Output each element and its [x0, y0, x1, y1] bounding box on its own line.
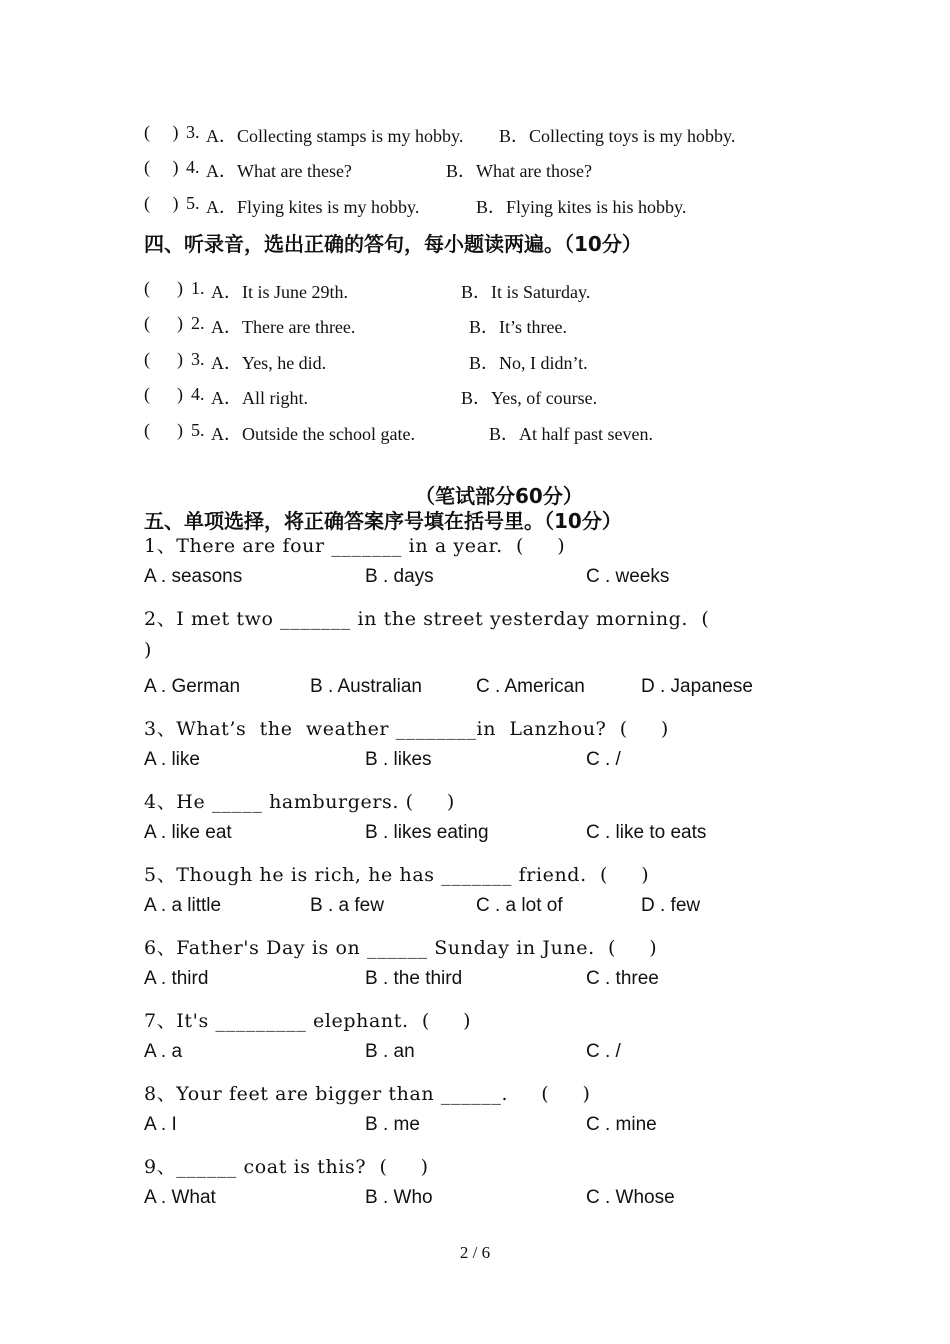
- option-d: D . few: [641, 895, 701, 916]
- option-a: A．All right.: [211, 388, 308, 408]
- option-a: A．Collecting stamps is my hobby.: [206, 126, 464, 146]
- listening-item-3: [0, 122, 950, 148]
- question-3-options: [0, 749, 950, 775]
- option-c: C . weeks: [586, 566, 670, 587]
- option-b: B．No, I didn’t.: [469, 353, 588, 373]
- item-number: 1.: [191, 278, 205, 298]
- option-a: A．It is June 29th.: [211, 282, 348, 302]
- option-b: B．Yes, of course.: [461, 388, 598, 408]
- option-b: B．At half past seven.: [489, 424, 653, 444]
- question-4-options: [0, 822, 950, 848]
- item-number: 5.: [191, 420, 205, 440]
- question-8: 8、Your feet are bigger than ______. ( ): [144, 1083, 591, 1105]
- option-c: C . like to eats: [586, 822, 707, 843]
- section-4-item-3: [0, 349, 950, 375]
- option-a: A . like: [144, 749, 200, 770]
- section-4-title: 四、听录音，选出正确的答句，每小题读两遍。（10分）: [144, 232, 642, 256]
- question-9-options: [0, 1187, 950, 1213]
- option-c: C . three: [586, 968, 659, 989]
- option-a: A．There are three.: [211, 317, 356, 337]
- section-4-item-2: [0, 313, 950, 339]
- option-b: B . me: [365, 1114, 420, 1135]
- section-4-item-1: [0, 278, 950, 304]
- option-c: C . /: [586, 1041, 621, 1062]
- item-number: 3.: [186, 122, 200, 142]
- question-2: 2、I met two _______ in the street yesterday morning. (: [144, 608, 710, 630]
- written-part-heading: （笔试部分60分）: [415, 484, 583, 508]
- item-number: 4.: [186, 157, 200, 177]
- option-a: A . third: [144, 968, 209, 989]
- option-a: A . a: [144, 1041, 183, 1062]
- answer-bracket: ( ): [144, 349, 183, 369]
- question-6: 6、Father's Day is on ______ Sunday in June. ( ): [144, 937, 658, 959]
- option-b: B . Who: [365, 1187, 433, 1208]
- option-a: A．Outside the school gate.: [211, 424, 415, 444]
- item-number: 2.: [191, 313, 205, 333]
- option-c: C . mine: [586, 1114, 657, 1135]
- item-number: 5.: [186, 193, 200, 213]
- option-b: B．Flying kites is his hobby.: [476, 197, 687, 217]
- option-b: B．It is Saturday.: [461, 282, 591, 302]
- question-5-options: [0, 895, 950, 921]
- question-7: 7、It's _________ elephant. ( ): [144, 1010, 472, 1032]
- page-number: 2 / 6: [459, 1243, 491, 1262]
- option-b: B . Australian: [310, 676, 422, 697]
- question-1-options: [0, 566, 950, 592]
- question-8-options: [0, 1114, 950, 1140]
- option-c: C . a lot of: [476, 895, 563, 916]
- question-2-options: [0, 676, 950, 702]
- question-1: 1、There are four _______ in a year. ( ): [144, 535, 566, 557]
- question-9: 9、______ coat is this? ( ): [144, 1156, 429, 1178]
- section-4-item-4: [0, 384, 950, 410]
- answer-bracket: ( ): [144, 157, 179, 177]
- item-number: 3.: [191, 349, 205, 369]
- answer-bracket: ( ): [144, 193, 179, 213]
- section-4-item-5: [0, 420, 950, 446]
- option-b: B . likes: [365, 749, 432, 770]
- answer-bracket: ( ): [144, 420, 183, 440]
- option-a: A．Yes, he did.: [211, 353, 327, 373]
- option-a: A . seasons: [144, 566, 243, 587]
- option-a: A . German: [144, 676, 241, 697]
- answer-bracket: ( ): [144, 122, 179, 142]
- option-b: B . a few: [310, 895, 384, 916]
- option-b: B．What are those?: [446, 161, 592, 181]
- option-b: B . likes eating: [365, 822, 489, 843]
- option-a: A．Flying kites is my hobby.: [206, 197, 420, 217]
- option-a: A . What: [144, 1187, 216, 1208]
- option-c: C . Whose: [586, 1187, 675, 1208]
- question-5: 5、Though he is rich, he has _______ friend. ( ): [144, 864, 650, 886]
- option-a: A . like eat: [144, 822, 232, 843]
- option-a: A . I: [144, 1114, 177, 1135]
- question-4: 4、He _____ hamburgers. ( ): [144, 791, 455, 813]
- item-number: 4.: [191, 384, 205, 404]
- option-b: B．It’s three.: [469, 317, 567, 337]
- question-3: 3、What’s the weather ________in Lanzhou? ( ): [144, 718, 669, 740]
- listening-item-5: [0, 193, 950, 219]
- option-a: A．What are these?: [206, 161, 352, 181]
- answer-bracket: ( ): [144, 278, 183, 298]
- option-b: B . an: [365, 1041, 415, 1062]
- question-2-continuation: ): [144, 639, 153, 661]
- option-a: A . a little: [144, 895, 222, 916]
- option-d: D . Japanese: [641, 676, 753, 697]
- section-5-title: 五、单项选择，将正确答案序号填在括号里。（10分）: [144, 509, 622, 533]
- answer-bracket: ( ): [144, 313, 183, 333]
- option-c: C . /: [586, 749, 621, 770]
- option-b: B . the third: [365, 968, 463, 989]
- option-b: B . days: [365, 566, 434, 587]
- answer-bracket: ( ): [144, 384, 183, 404]
- question-7-options: [0, 1041, 950, 1067]
- option-b: B．Collecting toys is my hobby.: [499, 126, 736, 146]
- listening-item-4: [0, 157, 950, 183]
- option-c: C . American: [476, 676, 585, 697]
- question-6-options: [0, 968, 950, 994]
